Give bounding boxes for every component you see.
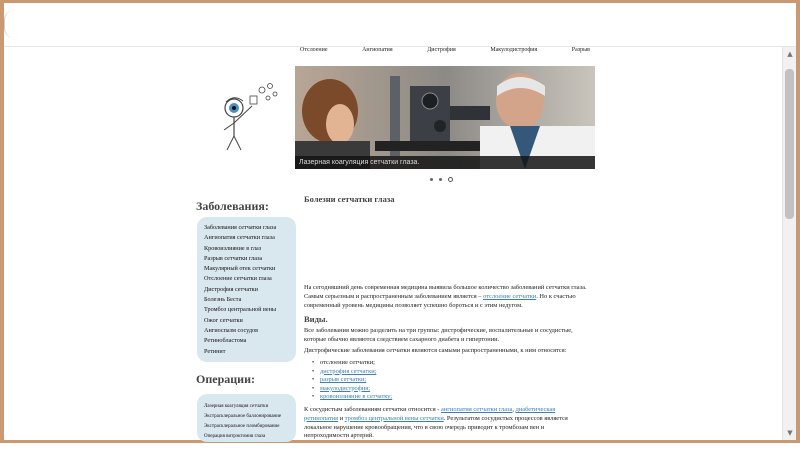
sidebar-item-rupture[interactable]: Разрыв сетчатки глаза [204,254,263,262]
sidebar-item-retinitis[interactable]: Ретинит [204,347,226,355]
link-hemorrhage[interactable]: кровоизлияние в сетчатку; [320,393,393,401]
link-retinal-detachment[interactable]: отслоение сетчатки [483,292,537,300]
scroll-thumb[interactable] [785,69,794,219]
sidebar-item-detachment[interactable]: Отслоение сетчатки глаза [204,275,272,283]
slider-dot-1[interactable] [430,178,433,181]
list-item-text: отслоение сетчатки; [320,359,375,366]
slider-dot-3[interactable] [448,177,453,182]
list-item [312,376,392,385]
nav-link-maculodystrophy[interactable]: Макулодистрофия [490,47,538,53]
list-item [312,385,392,394]
image-slider[interactable] [295,66,595,169]
scroll-up-arrow-icon[interactable]: ▲ [787,50,793,58]
article-paragraph-intro [304,284,590,310]
link-vein-thrombosis[interactable]: тромбоз центральной вены сетчатки [344,414,444,422]
section-heading-types: Виды. [304,314,328,324]
article-paragraph-vascular [304,406,590,440]
window-border-top [0,0,800,3]
slider-pagination [430,177,453,182]
operations-heading: Операции: [196,372,255,386]
scroll-down-arrow-icon[interactable]: ▼ [787,429,793,437]
window-border-right [796,0,800,466]
sidebar-item-angiospasm[interactable]: Ангиоспазм сосудов [204,326,259,334]
nav-link-dystrophy[interactable]: Дистрофия [427,47,456,53]
diseases-heading: Заболевания: [196,199,269,213]
window-border-bottom [0,440,800,466]
article-title: Болезни сетчатки глаза [304,194,395,204]
slide-photo-eye-exam [295,66,595,169]
article-header [304,194,589,204]
vascular-text-end: . Результатом сосудистых процессов является локальное нарушение кровообращения, что в свою очередь приводит к тромбозам вен и непроходимости артерий. [304,414,568,440]
sidebar-item-retinoblastoma[interactable]: Ретинобластома [204,337,247,345]
top-nav [300,47,590,57]
sidebar-item-filling[interactable]: Экстрасклеральное пломбирование [204,424,280,429]
sidebar-item-macular-edema[interactable]: Макулярный отек сетчатки [204,265,276,273]
vascular-conjunction: и [338,414,345,422]
vascular-text-start: К сосудистым заболеваниям сетчатки относится - [304,406,442,413]
sidebar-item-burn[interactable]: Ожог сетчатки [204,316,243,324]
slider-dot-2[interactable] [439,178,442,181]
link-diabetic-retinopathy[interactable]: диабетическая ретинопатия [304,406,556,422]
link-maculodystrophy[interactable]: макулодистрофия; [320,384,371,392]
slider-caption: Лазерная коагуляция сетчатки глаза. [295,156,595,169]
link-rupture[interactable]: разрыв сетчатки; [320,376,367,384]
sidebar-item-retina-diseases[interactable]: Заболевания сетчатки глаза [204,224,277,231]
sidebar-item-thrombosis[interactable]: Тромбоз центральной вены [204,306,277,314]
article-paragraph-dystrophic: Дистрофические заболевания сетчатки являются самыми распространенными, к ним относятся: [304,347,567,354]
diseases-menu [197,217,296,362]
vascular-separator: , [512,406,516,413]
list-item [312,368,392,377]
nav-link-angiopathy[interactable]: Ангиопатия [362,47,393,53]
window-border-left [0,0,4,466]
article-paragraph-groups: Все заболевания можно разделить на три группы: дистрофические, воспалительные и сосудистые, которые обычно являются следствием сахарного диабета и гипертонии. [304,327,573,343]
operations-menu [197,394,296,442]
list-item [312,359,392,368]
list-item [312,393,392,402]
browser-toolbar [0,0,800,47]
eye-mascot-logo[interactable] [212,78,282,158]
sidebar-item-vitrectomy[interactable]: Операция витрэктомия глаза [204,434,266,439]
intro-text-end: . Но к счастью современный уровень медицины позволяет успешно бороться и с этим недугом. [304,292,576,309]
vertical-scrollbar[interactable] [782,47,796,440]
nav-link-rupture[interactable]: Разрыв [571,47,590,53]
sidebar-item-laser-coagulation[interactable]: Лазерная коагуляция сетчатки [204,404,269,409]
sidebar-item-hemorrhage[interactable]: Кровоизлияние в глаз [204,244,262,252]
sidebar-item-ballooning[interactable]: Экстрасклеральное баллонирование [204,414,282,419]
tab-edge[interactable] [4,10,18,38]
intro-text-start: На сегодняшний день современная медицина выявила большое количество заболеваний сетчатки глаза. Самым серьезным и распространенным заболеванием является – [304,284,587,300]
sidebar-item-angiopathy[interactable]: Ангиопатия сетчатки глаза [204,234,275,242]
nav-link-detachment[interactable]: Отслоение [300,47,328,53]
sidebar-item-best-disease[interactable]: Болезнь Беста [204,296,242,304]
dystrophic-diseases-list [312,359,392,402]
link-dystrophy[interactable]: дистрофия сетчатки; [320,367,377,375]
link-angiopathy[interactable]: ангиопатия сетчатки глаза [441,406,513,413]
sidebar-item-dystrophy[interactable]: Дистрофия сетчатки [204,285,258,293]
